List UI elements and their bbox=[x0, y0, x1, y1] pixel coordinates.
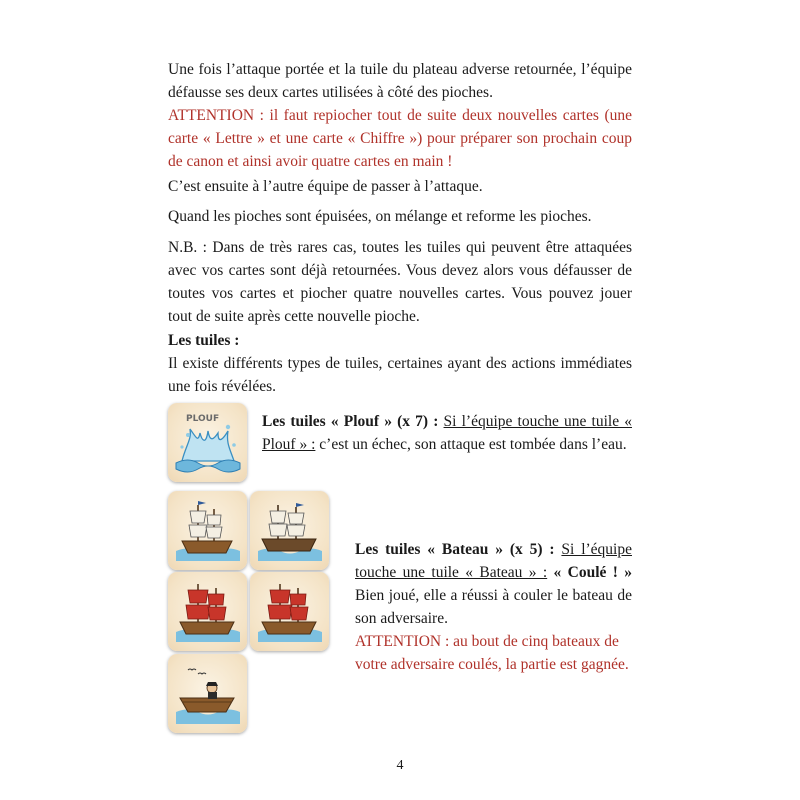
ship-tile-white-2 bbox=[250, 491, 329, 570]
plouf-tile-label: PLOUF bbox=[186, 414, 220, 424]
bateau-description bbox=[355, 538, 632, 676]
ship-tile-white-1 bbox=[168, 491, 247, 570]
page-number: 4 bbox=[396, 758, 404, 773]
splash-icon bbox=[168, 403, 247, 482]
paragraph-reshuffle: Quand les pioches sont épuisées, on mélange et reforme les pioches. bbox=[168, 208, 592, 225]
bateau-attention: ATTENTION : au bout de cinq bateaux de votre adversaire coulés, la partie est gagnée. bbox=[355, 633, 629, 673]
bateau-title: Les tuiles « Bateau » (x 5) : bbox=[355, 541, 555, 558]
paragraph-discard: Une fois l’attaque portée et la tuile du plateau adverse retournée, l’équipe défausse ses deux cartes utilisées à côté des pioches. bbox=[168, 61, 632, 101]
bateau-result: Bien joué, elle a réussi à couler le bateau de son adversaire. bbox=[355, 587, 632, 627]
plouf-condition: Si l’équipe touche une tuile « Plouf » : bbox=[262, 413, 632, 453]
tiles-heading: Les tuiles : bbox=[168, 332, 240, 349]
plouf-title: Les tuiles « Plouf » (x 7) : bbox=[262, 413, 439, 430]
bateau-condition: Si l’équipe touche une tuile « Bateau » : bbox=[355, 541, 632, 581]
plouf-description bbox=[262, 410, 632, 456]
bateau-coule: « Coulé ! » bbox=[547, 564, 632, 581]
red-sail-ship-icon bbox=[168, 572, 247, 651]
ship-tile-red-1 bbox=[168, 572, 247, 651]
white-sail-ship-icon bbox=[168, 491, 247, 570]
rowboat-pirate-icon bbox=[168, 654, 247, 733]
plouf-tile bbox=[168, 403, 247, 482]
ship-tile-rowboat bbox=[168, 654, 247, 733]
white-sail-ship-icon bbox=[250, 491, 329, 570]
tiles-intro: Il existe différents types de tuiles, certaines ayant des actions immédiates une fois révélées. bbox=[168, 355, 632, 395]
paragraph-nb: N.B. : Dans de très rares cas, toutes les tuiles qui peuvent être attaquées avec vos cartes sont déjà retournées. Vous devez alors vous défausser de toutes vos cartes et piocher quatre nouvelles cartes. Vous pouvez jouer tout de suite après cette nouvelle pioche. bbox=[168, 239, 632, 325]
plouf-result: c’est un échec, son attaque est tombée dans l’eau. bbox=[315, 436, 627, 453]
paragraph-next-team: C’est ensuite à l’autre équipe de passer à l’attaque. bbox=[168, 178, 483, 195]
ship-tile-red-2 bbox=[250, 572, 329, 651]
paragraph-attention-redraw: ATTENTION : il faut repiocher tout de suite deux nouvelles cartes (une carte « Lettre » et une carte « Chiffre ») pour préparer son prochain coup de canon et ainsi avoir quatre cartes en main ! bbox=[168, 107, 632, 170]
red-sail-ship-icon bbox=[250, 572, 329, 651]
